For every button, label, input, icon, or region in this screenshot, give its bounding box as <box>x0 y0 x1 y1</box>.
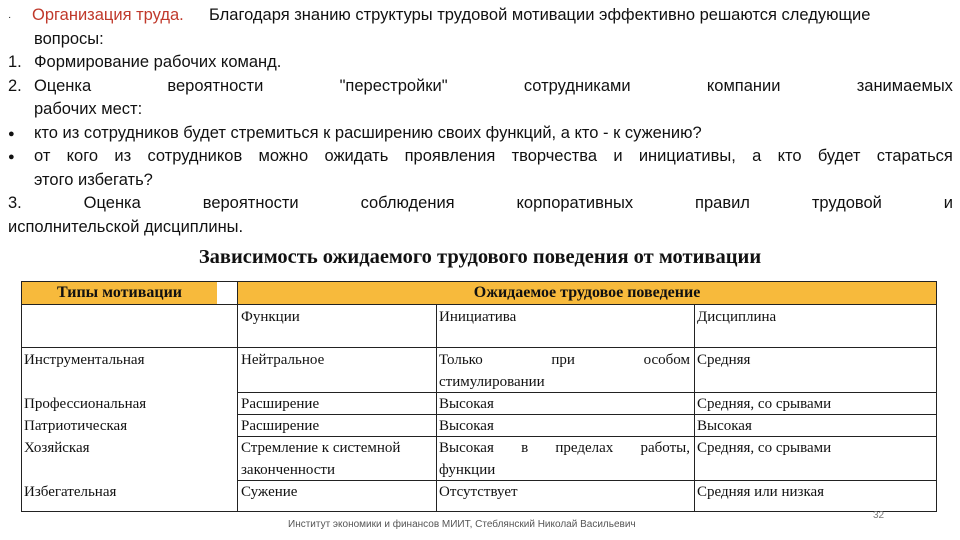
cell-initiative-cont: стимулировании <box>439 374 545 390</box>
intro-lead-cont: вопросы: <box>34 29 104 48</box>
cell-discipline: Средняя, со срывами <box>697 440 832 456</box>
cell-discipline: Средняя <box>697 352 751 368</box>
cell-functions: Расширение <box>241 396 320 412</box>
cell-initiative: Высокая в пределах работы, <box>439 440 690 456</box>
bullet-icon: ● <box>8 127 15 140</box>
list-item-2-text: Оценка вероятности "перестройки" сотрудниками компании занимаемых <box>34 76 953 95</box>
list-item-1 <box>8 51 953 75</box>
cell-initiative: Высокая <box>439 418 494 434</box>
cell-functions-cont: законченности <box>241 462 336 478</box>
cell-type: Патриотическая <box>24 418 128 434</box>
list-item-1-number: 1. <box>8 53 22 71</box>
bullet-item-1 <box>8 122 953 146</box>
footer-credit: Институт экономики и финансов МИИТ, Стеблянский Николай Васильевич <box>288 519 636 530</box>
cell-type: Хозяйская <box>24 440 90 456</box>
list-item-2-number: 2. <box>8 76 22 95</box>
cell-functions: Нейтральное <box>241 352 325 368</box>
intro-lead: Благодаря знанию структуры трудовой мотивации эффективно решаются следующие <box>209 6 871 24</box>
subheader-initiative: Инициатива <box>439 309 517 325</box>
page-number: 32 <box>873 510 885 521</box>
cell-initiative: Высокая <box>439 396 494 412</box>
paragraph-marker: · <box>8 12 12 23</box>
intro-heading: Организация труда. <box>32 6 184 24</box>
list-item-2-cont: рабочих мест: <box>34 100 143 118</box>
cell-type: Инструментальная <box>24 352 145 368</box>
cell-functions: Сужение <box>241 484 298 500</box>
cell-type: Профессиональная <box>24 396 147 412</box>
subheader-discipline: Дисциплина <box>697 309 777 325</box>
cell-discipline: Средняя или низкая <box>697 484 825 500</box>
list-item-1-text: Формирование рабочих команд. <box>34 53 282 71</box>
cell-type: Избегательная <box>24 484 117 500</box>
header-expected-behavior: Ожидаемое трудовое поведение <box>473 284 701 301</box>
intro-block <box>8 4 953 239</box>
bullet-item-1-text: кто из сотрудников будет стремиться к расширению своих функций, а кто - к сужению? <box>34 123 702 142</box>
cell-initiative-cont: функции <box>439 462 496 478</box>
bullet-icon: ● <box>8 151 15 163</box>
cell-initiative: Только при особом <box>439 352 690 368</box>
table-title: Зависимость ожидаемого трудового поведения от мотивации <box>198 246 762 268</box>
bullet-item-2-cont: этого избегать? <box>34 170 153 189</box>
subheader-functions: Функции <box>241 309 300 325</box>
cell-functions: Расширение <box>241 418 320 434</box>
list-item-3: 3. Оценка вероятности соблюдения корпоративных правил трудовой и <box>8 194 953 212</box>
cell-initiative: Отсутствует <box>439 484 518 500</box>
list-item-2 <box>8 75 953 99</box>
list-item-3-cont: исполнительской дисциплины. <box>8 217 244 236</box>
bullet-item-2-text: от кого из сотрудников можно ожидать проявления творчества и инициативы, а кто будет стараться <box>34 147 953 165</box>
motivation-table <box>21 281 937 512</box>
cell-functions: Стремление к системной <box>241 440 401 456</box>
bullet-item-2 <box>8 145 953 169</box>
cell-discipline: Высокая <box>697 418 752 434</box>
cell-discipline: Средняя, со срывами <box>697 396 832 412</box>
header-motivation-types: Типы мотивации <box>56 284 183 301</box>
